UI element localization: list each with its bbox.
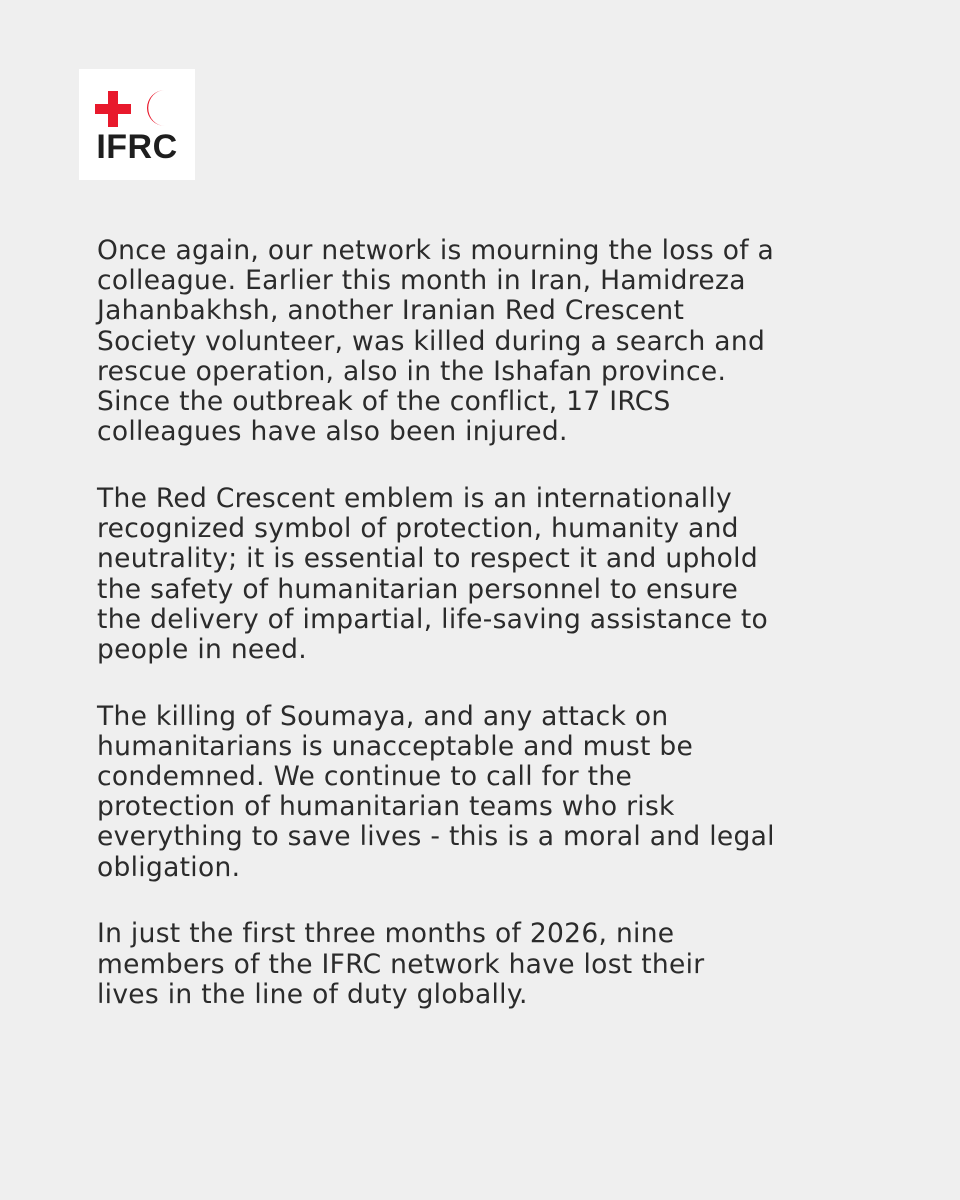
text-line: colleague. Earlier this month in Iran, Hamidreza	[97, 265, 746, 297]
text-line: In just the first three months of 2026, nine	[97, 918, 675, 950]
text-line: obligation.	[97, 851, 241, 883]
red-cross-crescent-emblem-icon	[79, 69, 195, 129]
text-line: rescue operation, also in the Ishafan province.	[97, 355, 727, 387]
red-cross-bar	[95, 104, 131, 114]
paragraph-emblem	[97, 484, 887, 665]
text-line: Society volunteer, was killed during a search and	[97, 325, 766, 357]
text-line: The Red Crescent emblem is an internationally	[97, 482, 733, 514]
text-line: Once again, our network is mourning the loss of a	[97, 235, 775, 266]
paragraph-condemnation	[97, 702, 887, 883]
text-line: humanitarians is unacceptable and must be	[97, 730, 694, 762]
text-line: neutrality; it is essential to respect it and uphold	[97, 543, 758, 575]
ifrc-logo	[79, 69, 195, 180]
text-line: Jahanbakhsh, another Iranian Red Crescent	[97, 295, 685, 327]
logo-wordmark: IFRC	[96, 128, 178, 166]
text-line: members of the IFRC network have lost their	[97, 948, 705, 980]
text-line: colleagues have also been injured.	[97, 416, 568, 448]
text-line: everything to save lives - this is a moral and legal	[97, 821, 775, 853]
text-line: protection of humanitarian teams who risk	[97, 791, 675, 823]
text-line: lives in the line of duty globally.	[97, 978, 528, 1010]
paragraph-mourning	[97, 236, 887, 447]
text-line: the delivery of impartial, life-saving assistance to	[97, 603, 769, 635]
red-crescent-icon	[147, 90, 165, 126]
text-line: The killing of Soumaya, and any attack on	[97, 700, 669, 732]
text-line: people in need.	[97, 633, 307, 665]
statement-body	[97, 236, 887, 1010]
text-line: the safety of humanitarian personnel to ensure	[97, 573, 739, 605]
text-line: Since the outbreak of the conflict, 17 IRCS	[97, 386, 671, 418]
paragraph-losses	[97, 919, 887, 1010]
text-line: recognized symbol of protection, humanity and	[97, 513, 739, 545]
text-line: condemned. We continue to call for the	[97, 761, 633, 793]
